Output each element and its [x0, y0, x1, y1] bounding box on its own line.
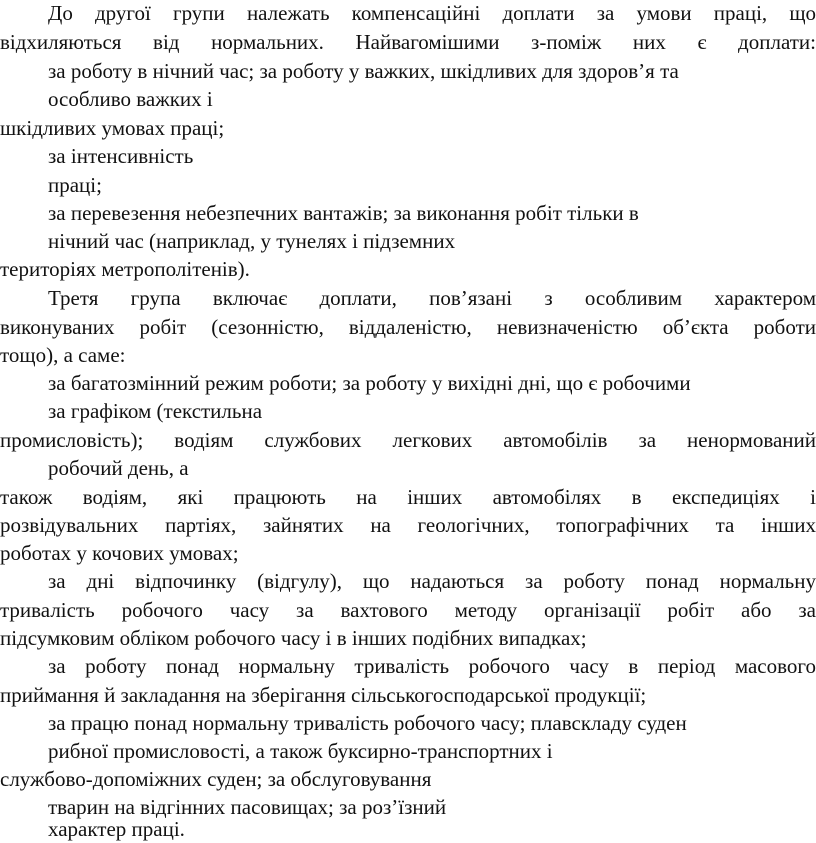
text-line: за багатозмінний режим роботи; за роботу у вихідні дні, що є робочими — [48, 371, 691, 395]
text-line: Третя група включає доплати, пов’язані з особливим характером — [48, 286, 816, 310]
text-line: службово-допоміжних суден; за обслуговування — [0, 767, 432, 791]
text-line: праці; — [48, 173, 102, 197]
text-line: виконуваних робіт (сезонністю, віддаленістю, невизначеністю об’єкта роботи — [0, 315, 816, 339]
text-line: робочий день, а — [48, 456, 189, 480]
text-line: характер праці. — [48, 817, 185, 841]
text-line: нічний час (наприклад, у тунелях і підземних — [48, 229, 456, 253]
text-line: особливо важких і — [48, 87, 213, 111]
text-line: відхиляються від нормальних. Найвагомішими з-поміж них є доплати: — [0, 30, 816, 54]
text-line: підсумковим обліком робочого часу і в інших подібних випадках; — [0, 626, 587, 650]
text-line: територіях метрополітенів). — [0, 257, 250, 281]
text-line: приймання й закладання на зберігання сільськогосподарської продукції; — [0, 683, 647, 707]
text-line: роботах у кочових умовах; — [0, 541, 239, 565]
text-line: за роботу понад нормальну тривалість робочого часу в період масового — [48, 654, 816, 678]
text-line: рибної промисловості, а також буксирно-транспортних і — [48, 739, 553, 763]
text-line: також водіям, які працюють на інших автомобілях в експедиціях і — [0, 485, 816, 509]
text-line: тривалість робочого часу за вахтового методу організації робіт або за — [0, 598, 816, 622]
text-line: за графіком (текстильна — [48, 399, 263, 423]
text-line: промисловість); водіям службових легкових автомобілів за ненормований — [0, 428, 816, 452]
text-line: До другої групи належать компенсаційні доплати за умови праці, що — [48, 1, 816, 25]
text-line: за роботу в нічний час; за роботу у важких, шкідливих для здоров’я та — [48, 59, 679, 83]
text-line: розвідувальних партіях, зайнятих на геологічних, топографічних та інших — [0, 513, 816, 537]
text-line: за інтенсивність — [48, 144, 194, 168]
text-line: за працю понад нормальну тривалість робочого часу; плавскладу суден — [48, 711, 687, 735]
text-line: шкідливих умовах праці; — [0, 116, 225, 140]
text-line: за перевезення небезпечних вантажів; за виконання робіт тільки в — [48, 201, 639, 225]
text-line: тварин на відгінних пасовищах; за роз’їзний — [48, 795, 447, 819]
text-line: тощо), а саме: — [0, 343, 126, 367]
text-line: за дні відпочинку (відгулу), що надаються за роботу понад нормальну — [48, 569, 816, 593]
